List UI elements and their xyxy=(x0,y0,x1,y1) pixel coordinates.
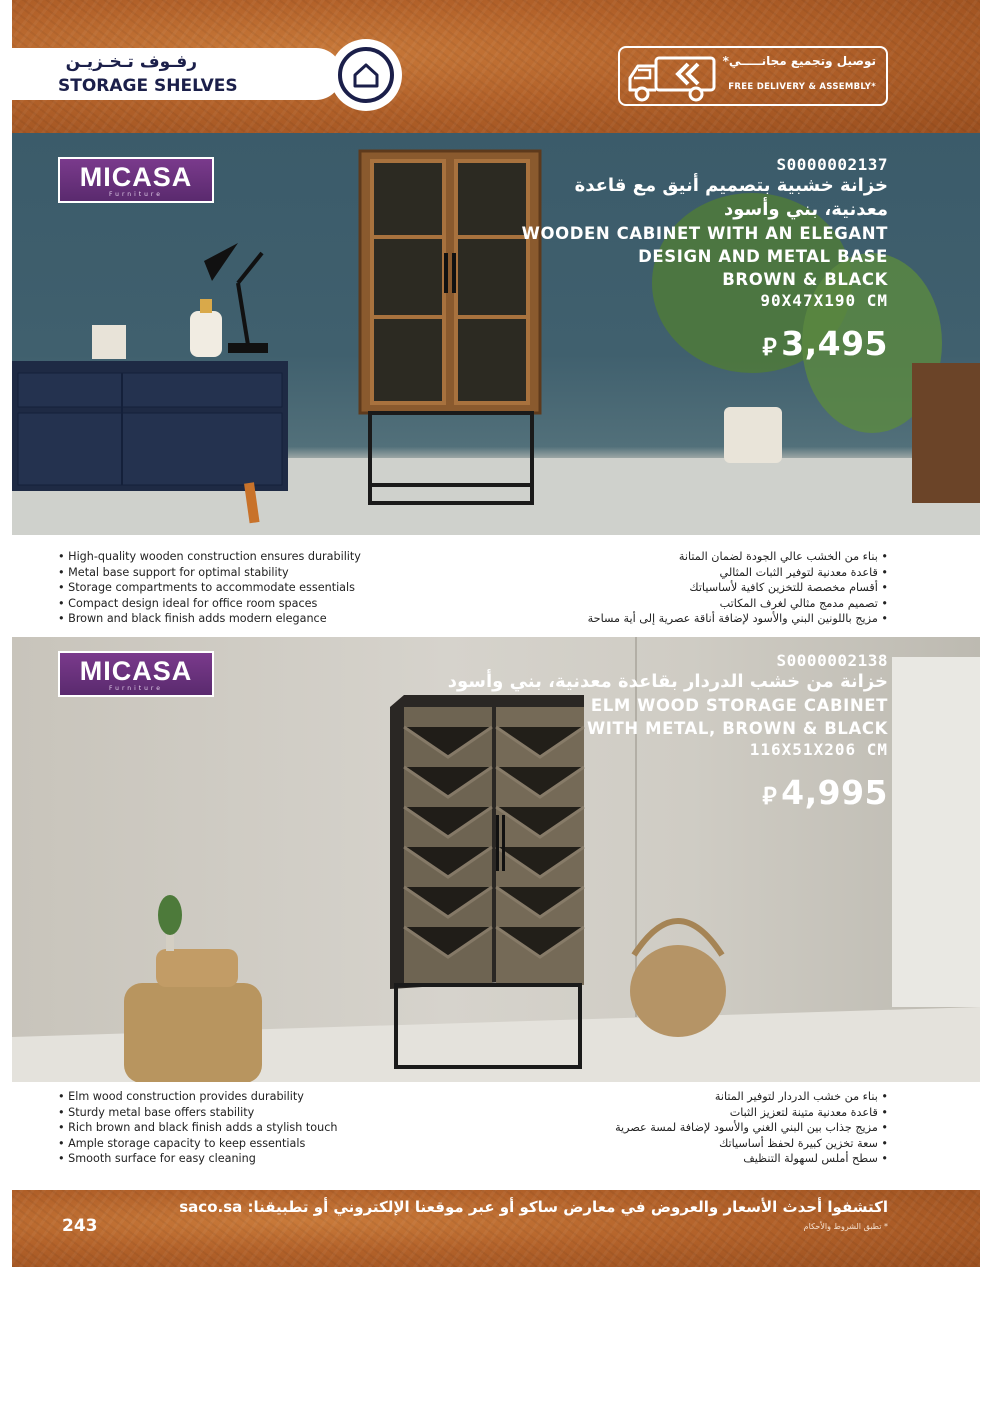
list-item: • High-quality wooden construction ensures durability xyxy=(58,550,361,563)
footer-message: اكتشفوا أحدث الأسعار والعروض في معارض ساكو أو عبر موقعنا الإلكتروني أو تطبيقنا: saco.sa xyxy=(179,1198,888,1216)
category-title-ar: رفـوف تـخـزيـن xyxy=(65,52,197,72)
product-info-2 xyxy=(448,651,888,812)
terms-note: * تطبق الشروط والأحكام xyxy=(803,1222,888,1231)
list-item: • تصميم مدمج مثالي لغرف المكاتب xyxy=(719,596,888,610)
product-panel-1 xyxy=(12,133,980,535)
delivery-text-ar: توصيل وتجميع مجانـــــي* xyxy=(722,54,876,68)
product-code: S0000002138 xyxy=(776,651,888,670)
product-title-en-line: WITH METAL, BROWN & BLACK xyxy=(586,719,888,738)
home-icon xyxy=(351,60,381,90)
list-item: • Metal base support for optimal stability xyxy=(58,565,289,579)
currency-symbol: ⃁ xyxy=(762,333,778,361)
product-info-1 xyxy=(522,155,888,363)
feature-list-ar-2 xyxy=(615,1089,888,1167)
product-title-en-line: ELM WOOD STORAGE CABINET xyxy=(590,696,888,715)
category-title-en: STORAGE SHELVES xyxy=(58,76,238,96)
brand-logo-micasa: MICASA Furniture xyxy=(58,651,214,697)
category-badge xyxy=(330,39,402,111)
currency-symbol: ⃁ xyxy=(762,782,778,810)
product-title-en-line: DESIGN AND METAL BASE xyxy=(638,247,888,266)
footer-banner xyxy=(12,1190,980,1267)
list-item: • بناء من خشب الدردار لتوفير المتانة xyxy=(714,1090,888,1103)
delivery-text-en: FREE DELIVERY & ASSEMBLY* xyxy=(728,82,876,92)
list-item: • Sturdy metal base offers stability xyxy=(58,1105,255,1119)
product-price: ⃁ 4,995 xyxy=(762,773,888,812)
list-item: • Smooth surface for easy cleaning xyxy=(58,1152,256,1166)
list-item: • Brown and black finish adds modern elegance xyxy=(58,612,327,626)
list-item: • Rich brown and black finish adds a stylish touch xyxy=(58,1121,338,1135)
website-link[interactable]: saco.sa xyxy=(179,1198,243,1216)
brand-logo-micasa: MICASA Furniture xyxy=(58,157,214,203)
list-item: • أقسام مخصصة للتخزين كافية لأساسياتك xyxy=(689,581,888,595)
product-panel-2 xyxy=(12,637,980,1082)
list-item: • بناء من الخشب عالي الجودة لضمان المتانة xyxy=(678,550,888,563)
feature-list-ar-1 xyxy=(588,549,888,627)
list-item: • Ample storage capacity to keep essentials xyxy=(58,1136,306,1150)
product-dimensions: 90X47X190 CM xyxy=(760,291,888,310)
product-price: ⃁ 3,495 xyxy=(762,324,888,363)
list-item: • قاعدة معدنية لتوفير الثبات المثالي xyxy=(719,565,888,579)
list-item: • Storage compartments to accommodate essentials xyxy=(58,581,355,595)
page-number: 243 xyxy=(62,1216,98,1236)
list-item: • Compact design ideal for office room spaces xyxy=(58,596,318,610)
product-title-en-line: WOODEN CABINET WITH AN ELEGANT xyxy=(521,224,888,243)
list-item: • مزيج جذاب بين البني الغني والأسود لإضافة لمسة عصرية xyxy=(615,1121,888,1135)
product-title-en-line: BROWN & BLACK xyxy=(722,270,888,289)
product-title-ar-line: خزانة من خشب الدردار بقاعدة معدنية، بني وأسود xyxy=(447,671,888,692)
list-item: • Elm wood construction provides durability xyxy=(58,1090,304,1103)
product-title-ar-line: خزانة خشبية بتصميم أنيق مع قاعدة xyxy=(574,175,888,196)
header-banner xyxy=(12,0,980,133)
list-item: • قاعدة معدنية متينة لتعزيز الثبات xyxy=(729,1105,888,1119)
list-item: • سعة تخزين كبيرة لحفظ أساسياتك xyxy=(719,1136,888,1150)
free-delivery-badge xyxy=(618,46,888,106)
list-item: • مزيج باللونين البني والأسود لإضافة أناقة عصرية إلى أية مساحة xyxy=(587,612,888,626)
product-dimensions: 116X51X206 CM xyxy=(749,740,888,759)
feature-list-en-2 xyxy=(58,1089,337,1167)
delivery-truck-icon xyxy=(626,52,718,104)
product-code: S0000002137 xyxy=(776,155,888,174)
list-item: • سطح أملس لسهولة التنظيف xyxy=(743,1152,888,1166)
product-title-ar-line: معدنية، بني وأسود xyxy=(724,199,888,220)
feature-list-en-1 xyxy=(58,549,361,627)
category-pill xyxy=(12,48,342,100)
